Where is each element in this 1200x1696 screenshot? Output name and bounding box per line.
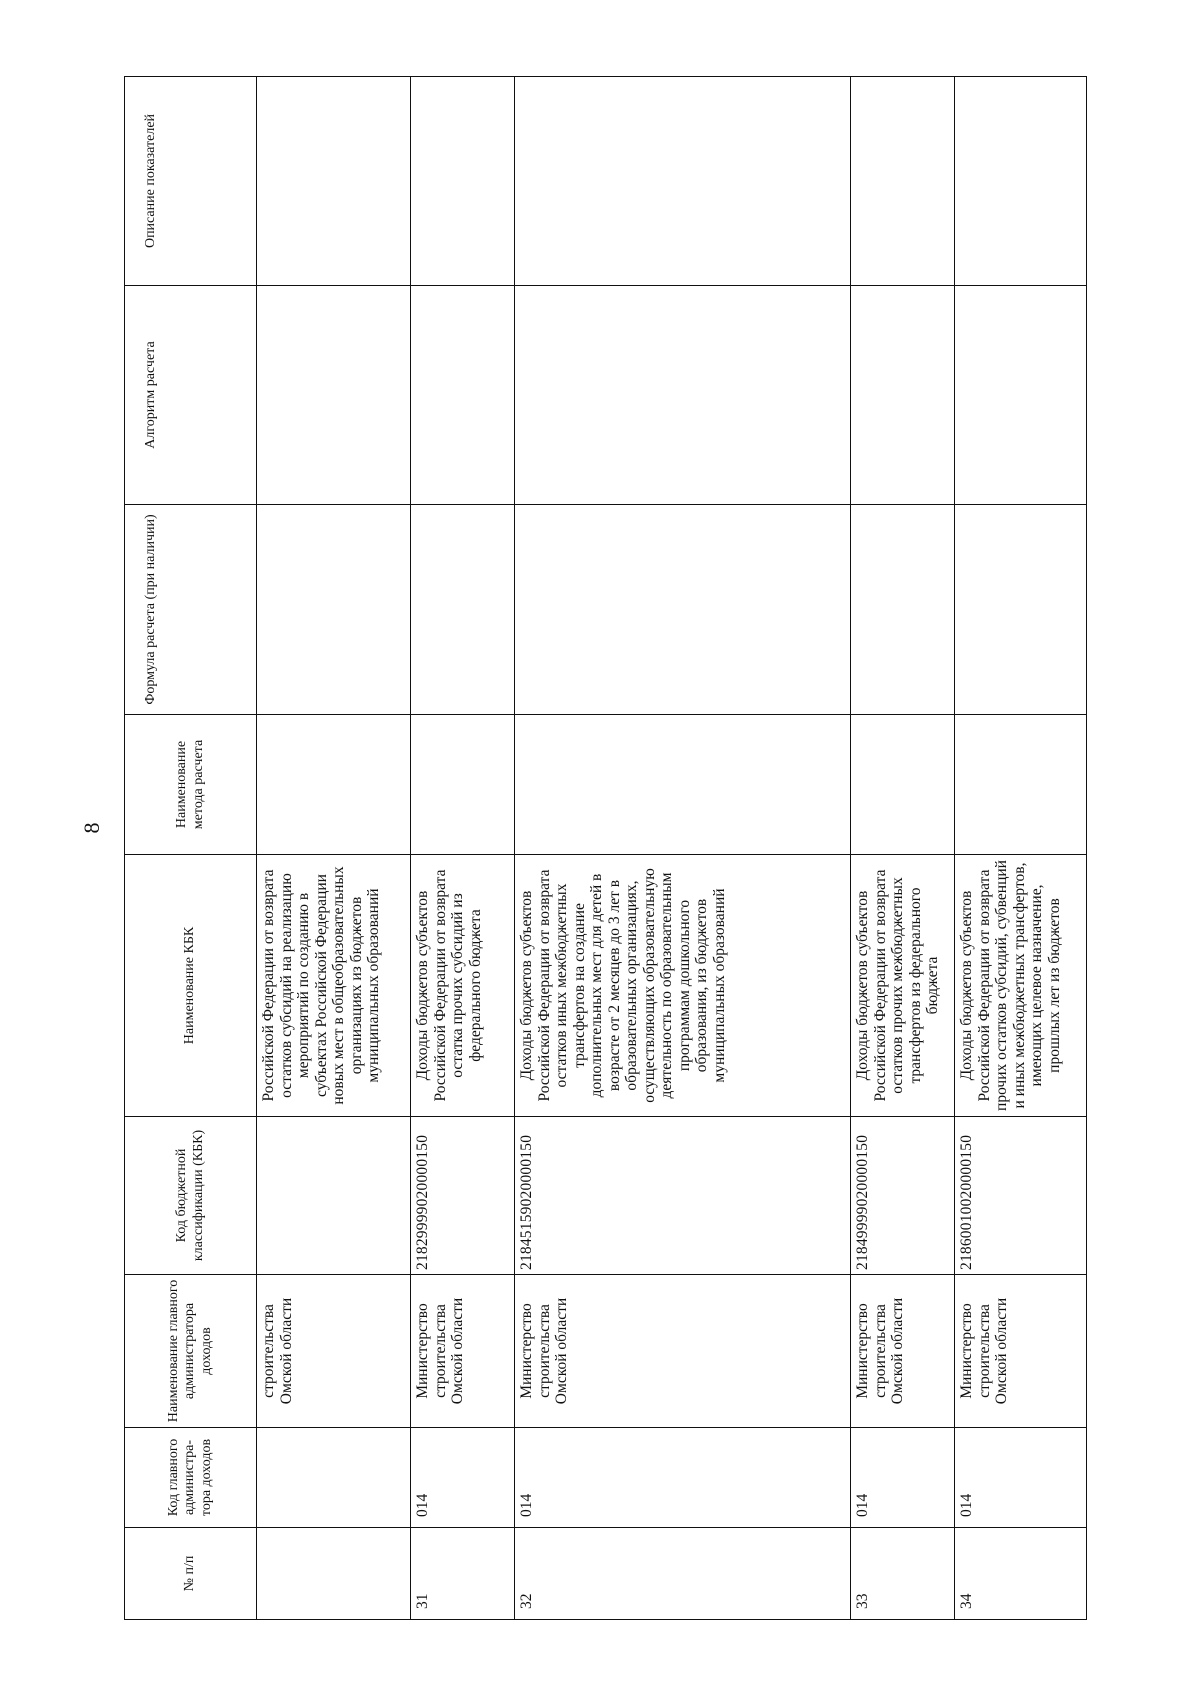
cell-num: 33 (851, 1528, 955, 1620)
cell-description (851, 77, 955, 286)
page-number: 8 (79, 822, 104, 834)
cell-admin-code: 014 (851, 1428, 955, 1528)
cell-num: 34 (955, 1528, 1087, 1620)
cell-num: 32 (515, 1528, 851, 1620)
cell-kbk: 21849999020000150 (851, 1117, 955, 1275)
table-row (955, 77, 1087, 1620)
table-row (257, 77, 411, 1620)
cell-kbk (257, 1117, 411, 1275)
cell-kbk-name: Российской Федерации от возврата остатков субсидий на реализацию мероприятий по созданию в субъектах Российской Федерации новых мест в общеобразовательных организациях из бюджетов муниципальных образований (257, 855, 411, 1117)
cell-admin-code: 014 (515, 1428, 851, 1528)
cell-algorithm (955, 286, 1087, 505)
cell-description (257, 77, 411, 286)
cell-kbk-name: Доходы бюджетов субъектов Российской Федерации от возврата остатка прочих субсидий из федерального бюджета (411, 855, 515, 1117)
cell-algorithm (515, 286, 851, 505)
header-admin-name: Наименование главного администратора доходов (125, 1275, 257, 1428)
header-num: № п/п (125, 1528, 257, 1620)
header-kbk: Код бюджетной классификации (КБК) (125, 1117, 257, 1275)
cell-description (955, 77, 1087, 286)
cell-formula (851, 505, 955, 715)
cell-admin-name: Министерство строительства Омской области (955, 1275, 1087, 1428)
cell-algorithm (257, 286, 411, 505)
cell-description (515, 77, 851, 286)
cell-algorithm (851, 286, 955, 505)
header-formula: Формула расчета (при наличии) (125, 505, 257, 715)
cell-admin-code (257, 1428, 411, 1528)
table-row (515, 77, 851, 1620)
cell-admin-name: Министерство строительства Омской области (851, 1275, 955, 1428)
cell-description (411, 77, 515, 286)
cell-admin-code: 014 (411, 1428, 515, 1528)
cell-formula (411, 505, 515, 715)
header-kbk-name: Наименование КБК (125, 855, 257, 1117)
cell-admin-name: Министерство строительства Омской области (411, 1275, 515, 1428)
cell-method (411, 715, 515, 855)
cell-kbk-name: Доходы бюджетов субъектов Российской Федерации от возврата остатков прочих межбюджетных трансфертов из федерального бюджета (851, 855, 955, 1117)
cell-kbk: 21860010020000150 (955, 1117, 1087, 1275)
cell-method (851, 715, 955, 855)
rotated-table-container (124, 77, 1086, 1620)
header-admin-code: Код главного администра-тора доходов (125, 1428, 257, 1528)
cell-method (515, 715, 851, 855)
table-row (411, 77, 515, 1620)
cell-admin-name: строительства Омской области (257, 1275, 411, 1428)
cell-admin-code: 014 (955, 1428, 1087, 1528)
cell-kbk: 21829999020000150 (411, 1117, 515, 1275)
cell-admin-name: Министерство строительства Омской области (515, 1275, 851, 1428)
cell-kbk-name: Доходы бюджетов субъектов Российской Федерации от возврата остатков иных межбюджетных трансфертов на создание дополнительных мест для детей в возрасте от 2 месяцев до 3 лет в образовательных организациях, осуществляющих образовательную деятельность по образовательным программам дошкольного образования, из бюджетов муниципальных образований (515, 855, 851, 1117)
cell-formula (955, 505, 1087, 715)
header-method: Наименование метода расчета (125, 715, 257, 855)
cell-algorithm (411, 286, 515, 505)
cell-num: 31 (411, 1528, 515, 1620)
cell-kbk-name: Доходы бюджетов субъектов Российской Федерации от возврата прочих остатков субсидий, субвенций и иных межбюджетных трансфертов, имеющих целевое назначение, прошлых лет из бюджетов (955, 855, 1087, 1117)
cell-formula (515, 505, 851, 715)
header-algorithm: Алгоритм расчета (125, 286, 257, 505)
table-header-row (125, 77, 257, 1620)
cell-formula (257, 505, 411, 715)
cell-kbk: 21845159020000150 (515, 1117, 851, 1275)
cell-num (257, 1528, 411, 1620)
cell-method (955, 715, 1087, 855)
header-description: Описание показателей (125, 77, 257, 286)
table-row (851, 77, 955, 1620)
revenue-forecast-table (124, 76, 1087, 1620)
cell-method (257, 715, 411, 855)
